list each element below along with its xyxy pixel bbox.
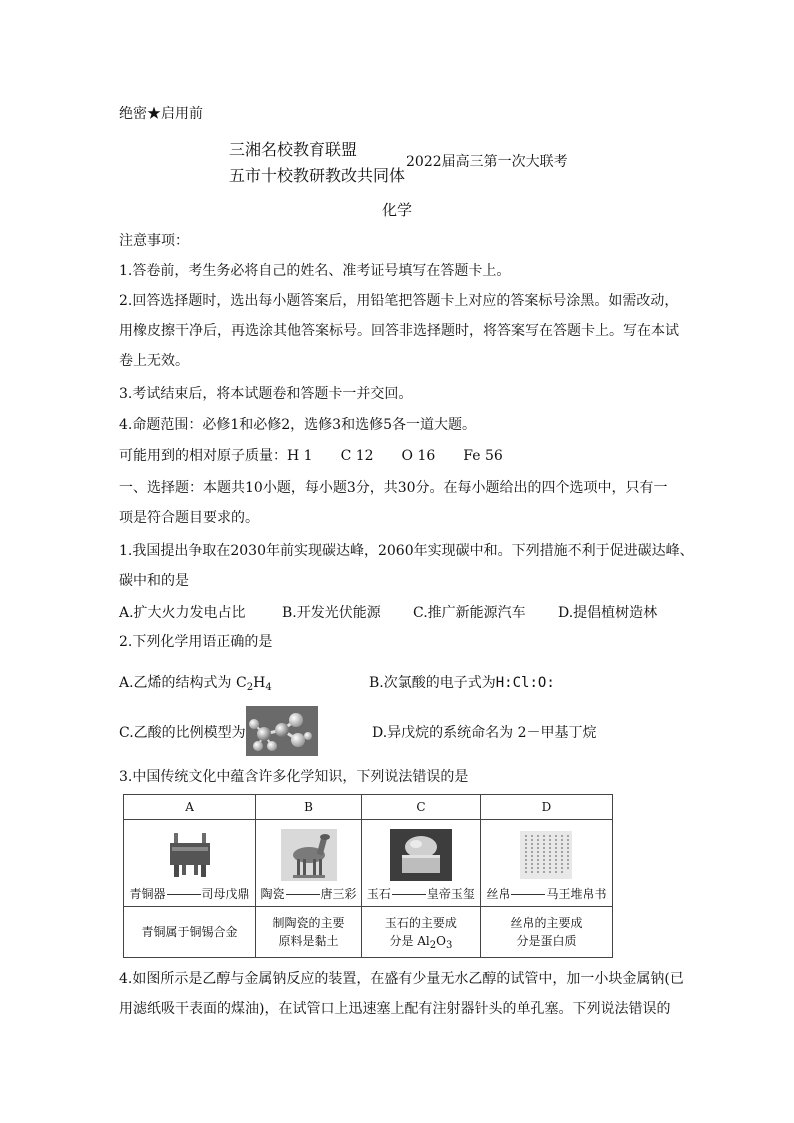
q1-option-b: B.开发光伏能源 [282, 605, 381, 621]
atomic-masses: 可能用到的相对原子质量：H 1 C 12 O 16 Fe 56 [119, 448, 503, 464]
q3-header-a: A [124, 795, 256, 820]
note-2c: 卷上无效。 [119, 353, 189, 369]
note-2b: 用橡皮擦干净后，再选涂其他答案标号。回答非选择题时，将答案写在答题卡上。写在本试 [119, 323, 679, 339]
q3-statement-b: 制陶瓷的主要 原料是黏土 [256, 907, 362, 958]
q3-table [123, 794, 613, 958]
silk-manuscript-image [518, 829, 574, 881]
q3-header-d: D [480, 795, 612, 820]
q1-stem-1: 1.我国提出争取在2030年前实现碳达峰，2060年实现碳中和。下列措施不利于促进碳达峰、 [119, 543, 694, 559]
q3-stem: 3.中国传统文化中蕴含许多化学知识，下列说法错误的是 [119, 769, 469, 785]
note-2a: 2.回答选择题时，选出每小题答案后，用铅笔把答题卡上对应的答案标号涂黑。如需改动， [119, 293, 679, 309]
q2-option-b: B.次氯酸的电子式为H:Cl:O: [369, 675, 555, 691]
q3-cell-b: 陶瓷 唐三彩 [256, 820, 362, 907]
q4-line-2: 用滤纸吸干表面的煤油)，在试管口上迅速塞上配有注射器针头的单孔塞。下列说法错误的 [119, 1001, 671, 1017]
tang-sancai-horse-image [281, 829, 337, 881]
q3-header-c: C [361, 795, 480, 820]
q2-stem: 2.下列化学用语正确的是 [119, 634, 273, 650]
q1-stem-2: 碳中和的是 [119, 573, 189, 589]
q3-cell-c: 玉石 皇帝玉玺 [361, 820, 480, 907]
q3-statement-c: 玉石的主要成 分是 $Al_2O_3$ [361, 907, 480, 958]
q2-option-c: C.乙酸的比例模型为 [119, 725, 246, 741]
q1-option-d: D.提倡植树造林 [558, 605, 658, 621]
q3-cell-a: 青铜器 司母戊鼎 [124, 820, 256, 907]
section-1-line-2: 项是符合题目要求的。 [119, 510, 259, 526]
jade-seal-image [390, 829, 452, 881]
bronze-ding-image [162, 829, 218, 881]
note-3: 3.考试结束后，将本试题卷和答题卡一并交回。 [119, 386, 413, 402]
section-1-line-1: 一、选择题：本题共10小题，每小题3分，共30分。在每小题给出的四个选项中，只有一 [119, 480, 668, 496]
notes-heading: 注意事项： [119, 233, 189, 249]
subject-title: 化学 [382, 201, 413, 219]
q1-option-a: A.扩大火力发电占比 [119, 605, 246, 621]
exam-name: 2022届高三第一次大联考 [406, 154, 568, 170]
q3-statement-d: 丝帛的主要成 分是蛋白质 [480, 907, 612, 958]
q3-cell-d: 丝帛 马王堆帛书 [480, 820, 612, 907]
electron-formula: H:Cl:O: [495, 675, 555, 691]
q4-line-1: 4.如图所示是乙醇与金属钠反应的装置，在盛有少量无水乙醇的试管中，加一小块金属钠(已 [119, 971, 684, 987]
q1-option-c: C.推广新能源汽车 [413, 605, 526, 621]
q3-header-b: B [256, 795, 362, 820]
note-4: 4.命题范围：必修1和必修2，选修3和选修5各一道大题。 [119, 417, 476, 433]
acetic-acid-model-image [246, 706, 318, 756]
q2-option-a: A.乙烯的结构式为 $C_2H_4$ [119, 675, 272, 693]
confidential-mark: 绝密★启用前 [119, 106, 203, 122]
organizer-1: 三湘名校教育联盟 [229, 140, 358, 159]
organizer-2: 五市十校教研教改共同体 [229, 166, 406, 185]
q2-option-d: D.异戊烷的系统命名为 2－甲基丁烷 [372, 725, 597, 741]
q3-statement-a: 青铜属于铜锡合金 [124, 907, 256, 958]
note-1: 1.答卷前，考生务必将自己的姓名、准考证号填写在答题卡上。 [119, 263, 511, 279]
